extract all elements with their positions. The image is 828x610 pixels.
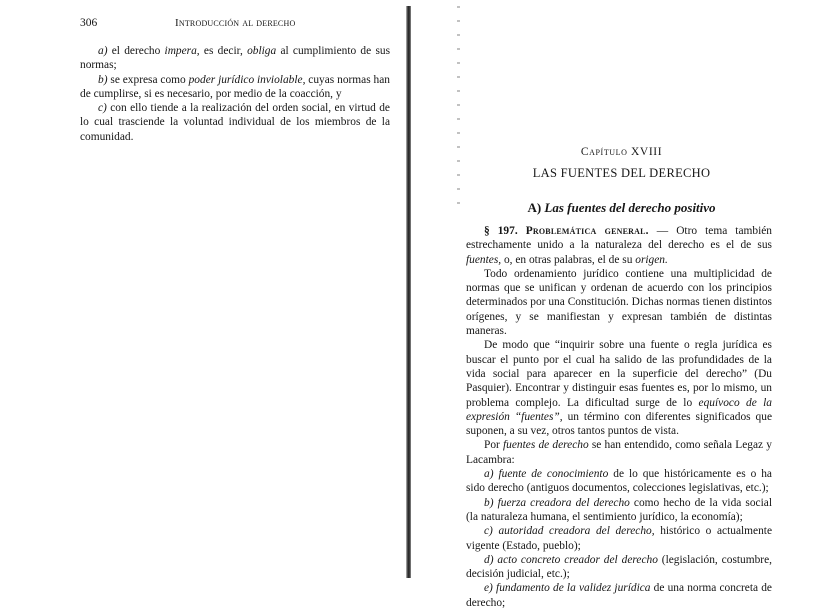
emphasis-text: poder jurídico inviolable, bbox=[188, 73, 306, 86]
list-text: cuyas normas han de cumplirse, si es necesario, por medio de la coacción, y bbox=[80, 73, 390, 100]
section-marker: A) bbox=[527, 200, 542, 215]
emphasis-text: fuentes, bbox=[466, 253, 502, 266]
right-page-body bbox=[466, 224, 772, 610]
section-mark: § 197. bbox=[484, 225, 518, 237]
list-text: de lo que históricamente es o ha sido derecho (antiguos documentos, colecciones legislativas, etc.); bbox=[466, 468, 772, 495]
emphasis-text: equívoco de la expresión “fuentes”, bbox=[466, 396, 772, 423]
paragraph-text: Otro tema también estrechamente unido a la naturaleza del derecho es el de sus bbox=[466, 225, 772, 252]
paragraph-quote bbox=[466, 338, 772, 438]
list-text: se expresa como bbox=[107, 73, 189, 86]
list-item-a bbox=[80, 44, 390, 73]
paragraph-ordenamiento: Todo ordenamiento jurídico contiene una multiplicidad de normas que se unifican y ordenan de acuerdo con los principios determinados por una Constitución. Dichas normas tienen distintos orígenes, y se manifiestan y expresan también de distintas maneras. bbox=[466, 267, 772, 338]
list-item bbox=[466, 467, 772, 496]
list-letter: b) bbox=[484, 496, 494, 509]
list-item bbox=[466, 553, 772, 582]
list-letter: a) bbox=[484, 468, 494, 481]
emphasis-text: fuerza creadora del derecho bbox=[497, 496, 630, 509]
list-letter: c) bbox=[484, 525, 493, 538]
emphasis-text: autoridad creadora del derecho, bbox=[498, 525, 655, 538]
paragraph-text: De modo que “inquirir sobre una fuente o regla jurídica es buscar el punto por el cual ha salido de las profundidades de la vida social para aparecer en la superficie del derecho” (Du Pasquier). Encontrar y distinguir esas fuentes es, por lo mismo, un problema complejo. La dificultad surge de lo bbox=[466, 339, 772, 409]
list-item-b bbox=[80, 73, 390, 102]
right-page bbox=[415, 0, 828, 609]
paragraph-text: se han entendido, como señala Legaz y Lacambra: bbox=[466, 439, 772, 466]
list-text: como hecho de la vida social (la naturaleza humana, el sentimiento jurídico, la economía); bbox=[466, 496, 772, 523]
chapter-title: LAS FUENTES DEL DERECHO bbox=[532, 166, 711, 180]
list-text: con ello tiende a la realización del orden social, en virtud de lo cual trasciende la voluntad individual de los miembros de la comunidad. bbox=[80, 102, 390, 143]
list-letter: b) bbox=[98, 73, 108, 86]
running-title: Introducción al derecho bbox=[175, 17, 296, 29]
page-number: 306 bbox=[80, 17, 98, 29]
list-text: el derecho bbox=[107, 45, 165, 57]
emphasis-text: fuentes de derecho bbox=[503, 439, 589, 452]
list-letter: d) bbox=[484, 553, 494, 566]
list-text: es decir, bbox=[199, 45, 248, 57]
left-page-body bbox=[80, 44, 390, 144]
list-letter: a) bbox=[98, 45, 108, 57]
chapter-label: Capítulo XVIII bbox=[580, 146, 663, 158]
list-text: al cumplimiento de sus normas; bbox=[80, 45, 391, 72]
left-page bbox=[0, 0, 410, 586]
list-text: histórico o actualmente vigente (Estado, pueblo); bbox=[466, 525, 772, 552]
emphasis-text: origen. bbox=[635, 253, 668, 266]
emphasis-text: obliga bbox=[247, 45, 277, 57]
paragraph-text: Por bbox=[484, 439, 504, 452]
paragraph-fuentes bbox=[466, 438, 772, 467]
paragraph-text: un término con diferentes significados que suponen, a su vez, otros tantos puntos de vista. bbox=[466, 410, 773, 438]
emphasis-text: fundamento de la validez jurídica bbox=[496, 582, 651, 595]
emphasis-text: impera, bbox=[164, 45, 200, 57]
list-letter: e) bbox=[484, 582, 493, 595]
list-text: de una norma concreta de derecho; bbox=[466, 582, 772, 609]
paragraph-heading: Problemática general. bbox=[525, 225, 649, 237]
paragraph-197 bbox=[466, 224, 772, 267]
section-title-text: Las fuentes del derecho positivo bbox=[544, 200, 716, 215]
list-item bbox=[466, 496, 772, 525]
dash: — bbox=[648, 225, 677, 237]
list-item-c bbox=[80, 101, 390, 144]
paragraph-text: o, en otras palabras, el de su bbox=[501, 253, 636, 266]
section-title bbox=[415, 200, 828, 216]
list-letter: c) bbox=[98, 102, 107, 115]
list-text: (legislación, costumbre, decisión judicial, etc.); bbox=[466, 553, 772, 581]
emphasis-text: fuente de conocimiento bbox=[498, 468, 609, 481]
emphasis-text: acto concreto creador del derecho bbox=[497, 553, 658, 566]
book-gutter bbox=[406, 6, 411, 578]
list-item bbox=[466, 524, 772, 553]
